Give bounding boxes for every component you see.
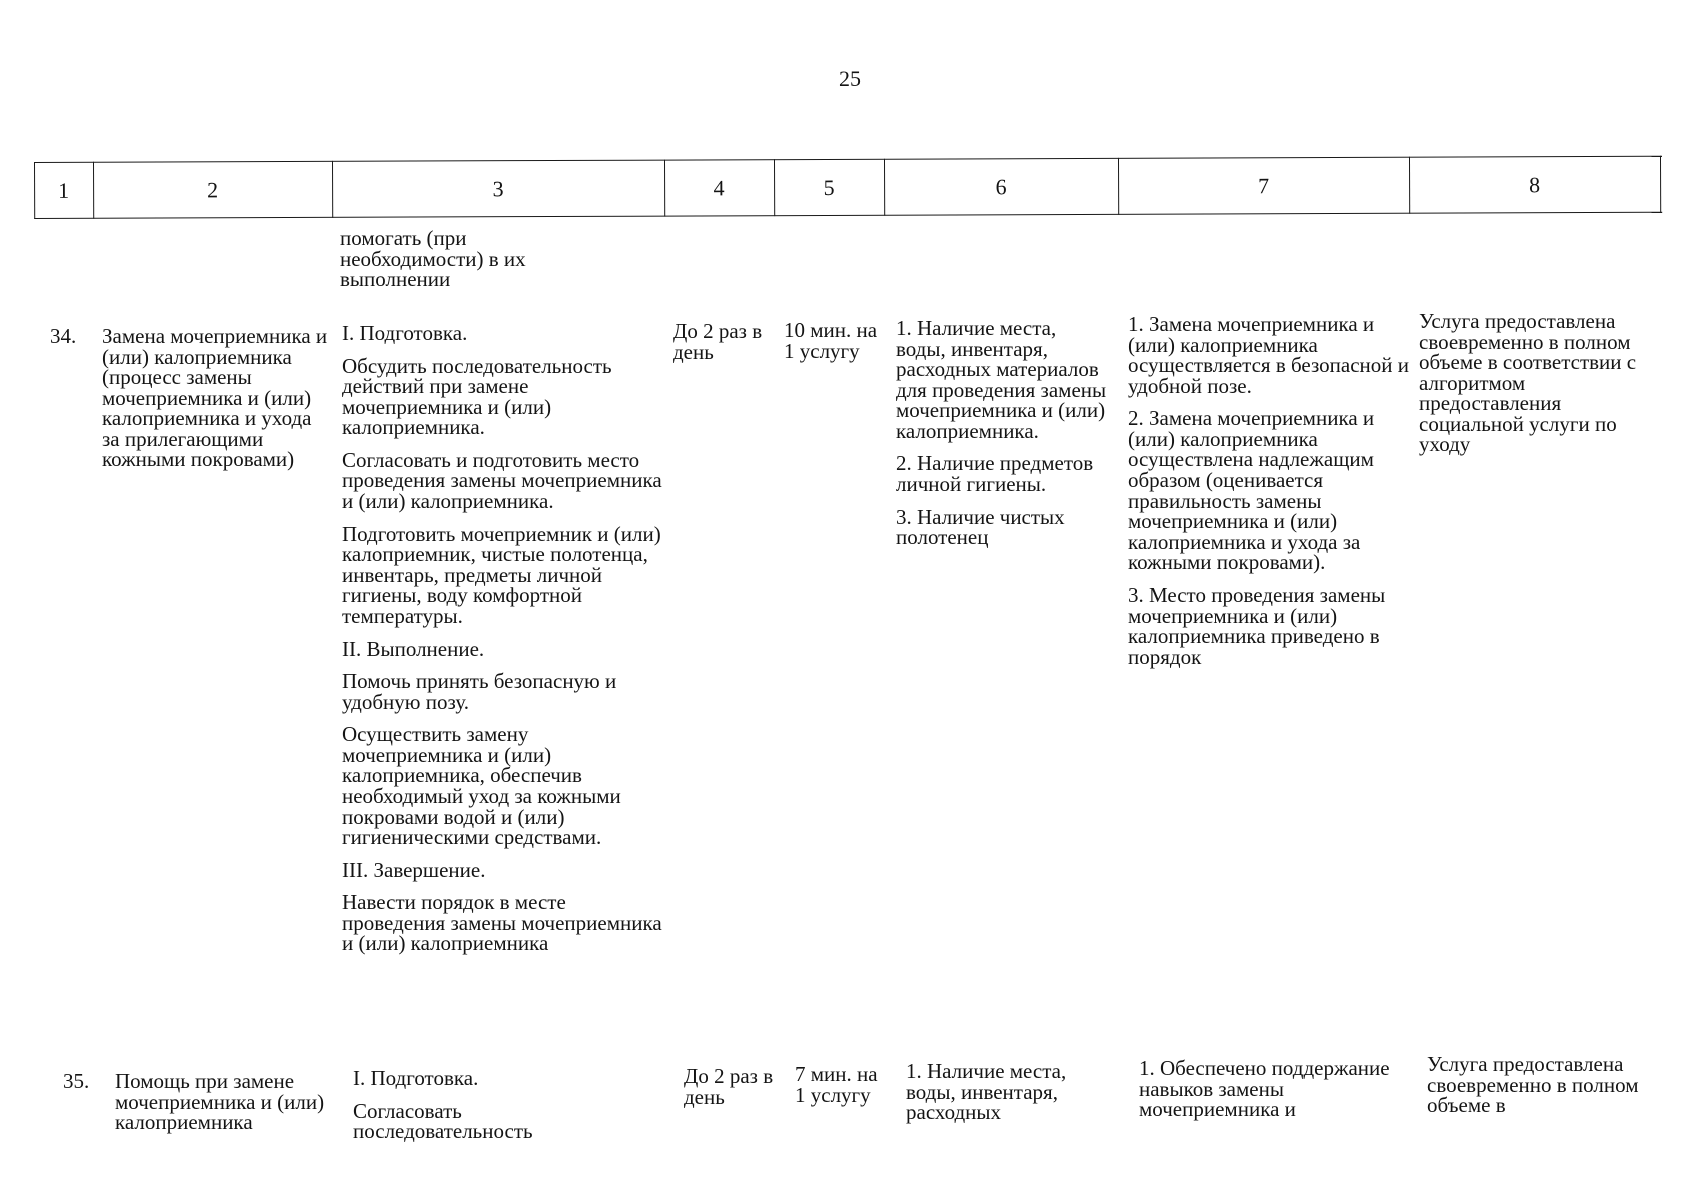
duration-cell (784, 320, 882, 361)
row-number: 35. (63, 1069, 90, 1093)
procedure-step: I. Подготовка. (342, 321, 468, 345)
procedure-step: I. Подготовка. (353, 1066, 479, 1090)
table-header-row (34, 156, 1662, 219)
duration: 7 мин. на 1 услугу (795, 1062, 878, 1107)
result-cell (1419, 311, 1659, 455)
column-header-1: 1 (58, 177, 70, 203)
service-name: Замена мочеприемника и (или) калоприемника (процесс замены мочеприемника и (или) калоприемника и ухода за прилегающими кожными покровами) (102, 324, 328, 472)
condition-item: 2. Наличие предметов личной гигиены. (896, 451, 1094, 497)
condition-item: 3. Наличие чистых полотенец (896, 504, 1065, 550)
procedure-cell (353, 1068, 593, 1142)
conditions-cell (896, 318, 1108, 548)
quality-item: 3. Место проведения замены мочеприемника и (или) калоприемника приведено в порядок (1128, 582, 1386, 669)
procedure-step: Согласовать и подготовить место проведения замены мочеприемника и (или) калоприемника. (342, 447, 662, 514)
column-header-6: 6 (995, 173, 1007, 200)
procedure-step: Подготовить мочеприемник и (или) калоприемник, чистые полотенца, инвентарь, предметы личной гигиены, воду комфортной температуры. (342, 521, 661, 628)
procedure-step: Навести порядок в месте проведения замены мочеприемника и (или) калоприемника (342, 890, 662, 956)
result: Услуга предоставлена своевременно в полном объеме в (1427, 1052, 1639, 1118)
column-header-5: 5 (823, 174, 835, 200)
quality-cell (1139, 1058, 1417, 1120)
procedure-step: II. Выполнение. (342, 636, 485, 661)
frequency: До 2 раз в день (673, 319, 763, 364)
procedure-cell (342, 323, 664, 954)
quality-item: 1. Замена мочеприемника и (или) калоприемника осуществляется в безопасной и удобной позе. (1128, 312, 1410, 398)
service-name: Помощь при замене мочеприемника и (или) калоприемника (115, 1069, 325, 1135)
quality-cell (1128, 314, 1411, 667)
procedure-step: Согласовать последовательность (353, 1098, 533, 1144)
column-header-4: 4 (713, 175, 725, 201)
frequency-cell (673, 321, 771, 362)
result: Услуга предоставлена своевременно в полном объеме в соответствии с алгоритмом предоставления социальной услуги по уходу (1419, 309, 1637, 457)
column-header-7: 7 (1258, 172, 1270, 199)
quality-item: 1. Обеспечено поддержание навыков замены мочеприемника и (1139, 1056, 1390, 1122)
duration: 10 мин. на 1 услугу (784, 318, 878, 363)
frequency: До 2 раз в день (684, 1064, 774, 1109)
duration-cell (795, 1064, 893, 1105)
procedure-step: помогать (при необходимости) в их выполнении (340, 226, 526, 292)
conditions-cell (906, 1061, 1106, 1123)
quality-item: 2. Замена мочеприемника и (или) калоприемника осуществлена надлежащим образом (оценивается правильность замены мочеприемника и (или) калоприемника и ухода за кожными покровами). (1128, 406, 1375, 575)
service-name-cell (102, 326, 334, 470)
column-header-8: 8 (1529, 171, 1541, 197)
frequency-cell (684, 1066, 782, 1107)
continuation-procedure-cell (340, 228, 595, 290)
procedure-step: Обсудить последовательность действий при замене мочеприемника и (или) калоприемника. (342, 353, 612, 440)
condition-item: 1. Наличие места, воды, инвентаря, расходных материалов для проведения замены мочеприемника и (или) калоприемника. (896, 316, 1107, 443)
column-header-2: 2 (207, 177, 219, 203)
procedure-step: Помочь принять безопасную и удобную позу. (342, 669, 617, 714)
service-name-cell (115, 1071, 347, 1133)
row-number: 34. (50, 324, 77, 348)
page-number: 25 (839, 66, 861, 91)
condition-item: 1. Наличие места, воды, инвентаря, расходных (906, 1059, 1067, 1125)
result-cell (1427, 1054, 1667, 1116)
procedure-step: III. Завершение. (342, 857, 486, 882)
procedure-step: Осуществить замену мочеприемника и (или) калоприемника, обеспечив необходимый уход за кожными покровами водой и (или) гигиеническими средствами. (342, 722, 621, 850)
column-header-3: 3 (492, 175, 504, 201)
